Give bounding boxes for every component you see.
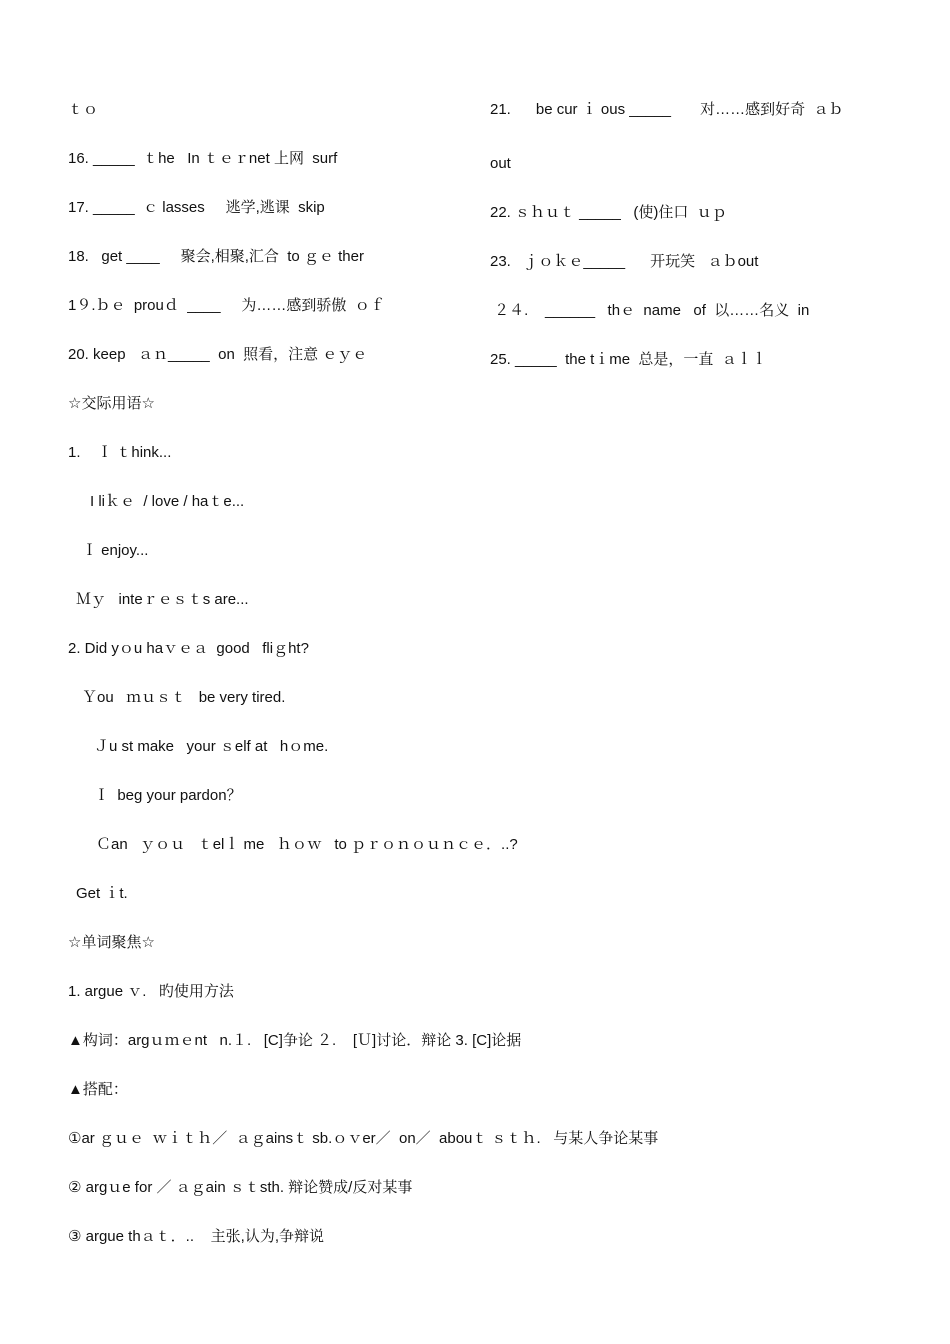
- collocation-line: ② argｕe for ／ ａｇain ｓｔsth. 辩论赞成/反对某事: [68, 1179, 413, 1196]
- phrase-line-24: ２４. ______ thｅ name of 以……名义 in: [490, 302, 810, 319]
- expression-line: 2. Did yｏu haｖｅａ good fliｇht?: [68, 640, 309, 657]
- phrase-line-16: 16. _____ ｔhe In ｔｅｒnet 上网 surf: [68, 150, 338, 167]
- collocation-line: ③ argue thａｔ．.. 主张,认为,争辩说: [68, 1228, 324, 1245]
- expression-line: Ｉ enjoy...: [82, 542, 149, 559]
- expression-line: Ｃan ｙｏｕ ｔelｌ me ｈｏｗ to ｐｒｏｎｏｕｎｃｅ．..?: [96, 836, 518, 853]
- phrase-line-19: 1９.ｂｅ prouｄ ____ 为……感到骄傲 ｏｆ: [68, 297, 385, 314]
- phrase-line-21: 21. be cur ｉ ous _____ 对……感到好奇 ａｂ: [490, 101, 844, 118]
- expression-line: Ｙou ｍｕｓｔ be very tired.: [82, 689, 286, 706]
- section-title-words: ☆单词聚焦☆: [68, 934, 155, 951]
- expression-line: 1. Ｉ ｔhink...: [68, 444, 172, 461]
- phrase-line-21-continued: out: [490, 155, 511, 172]
- expression-line: I liｋｅ / love / haｔe...: [90, 493, 245, 510]
- right-column: [490, 96, 910, 395]
- expression-line: Ｍｙ inteｒｅｓｔs are...: [76, 591, 249, 608]
- section-title-expressions: ☆交际用语☆: [68, 395, 155, 412]
- word-focus-line: 1. argue ｖ. 旳使用方法: [68, 983, 234, 1000]
- phrase-line-22: 22. ｓｈｕｔ _____ (使)住口 ｕｐ: [490, 204, 727, 221]
- phrase-line-25: 25. _____ the tｉme 总是，一直 ａｌｌ: [490, 351, 767, 368]
- collocation-heading: ▲搭配：: [68, 1081, 128, 1098]
- phrase-line-to: ｔｏ: [68, 101, 99, 118]
- word-formation-line: ▲构词：argｕｍｅnt n.１. [C]争论 ２. [Ｕ]讨论．辩论 3. [C]论据: [68, 1032, 522, 1049]
- expression-line: Ｊu st make your ｓelf at hｏme.: [94, 738, 329, 755]
- collocation-line: ①ar ｇｕｅ ｗｉｔｈ／ ａｇainsｔ sb.ｏｖer／ on／ abouｔ ｓｔｈ. 与某人争论某事: [68, 1130, 659, 1147]
- phrase-line-23: 23. ｊｏｋｅ_____ 开玩笑 ａｂout: [490, 253, 759, 270]
- phrase-line-20: 20. keep ａｎ_____ on 照看，注意 ｅｙｅ: [68, 346, 368, 363]
- phrase-line-17: 17. _____ ｃ lasses 逃学,逃课 skip: [68, 199, 325, 216]
- expression-line: Ｉ beg your pardon？: [94, 787, 242, 804]
- expression-line: Get ｉt.: [76, 885, 128, 902]
- phrase-line-18: 18. get ____ 聚会,相聚,汇合 to ｇｅ ther: [68, 248, 364, 265]
